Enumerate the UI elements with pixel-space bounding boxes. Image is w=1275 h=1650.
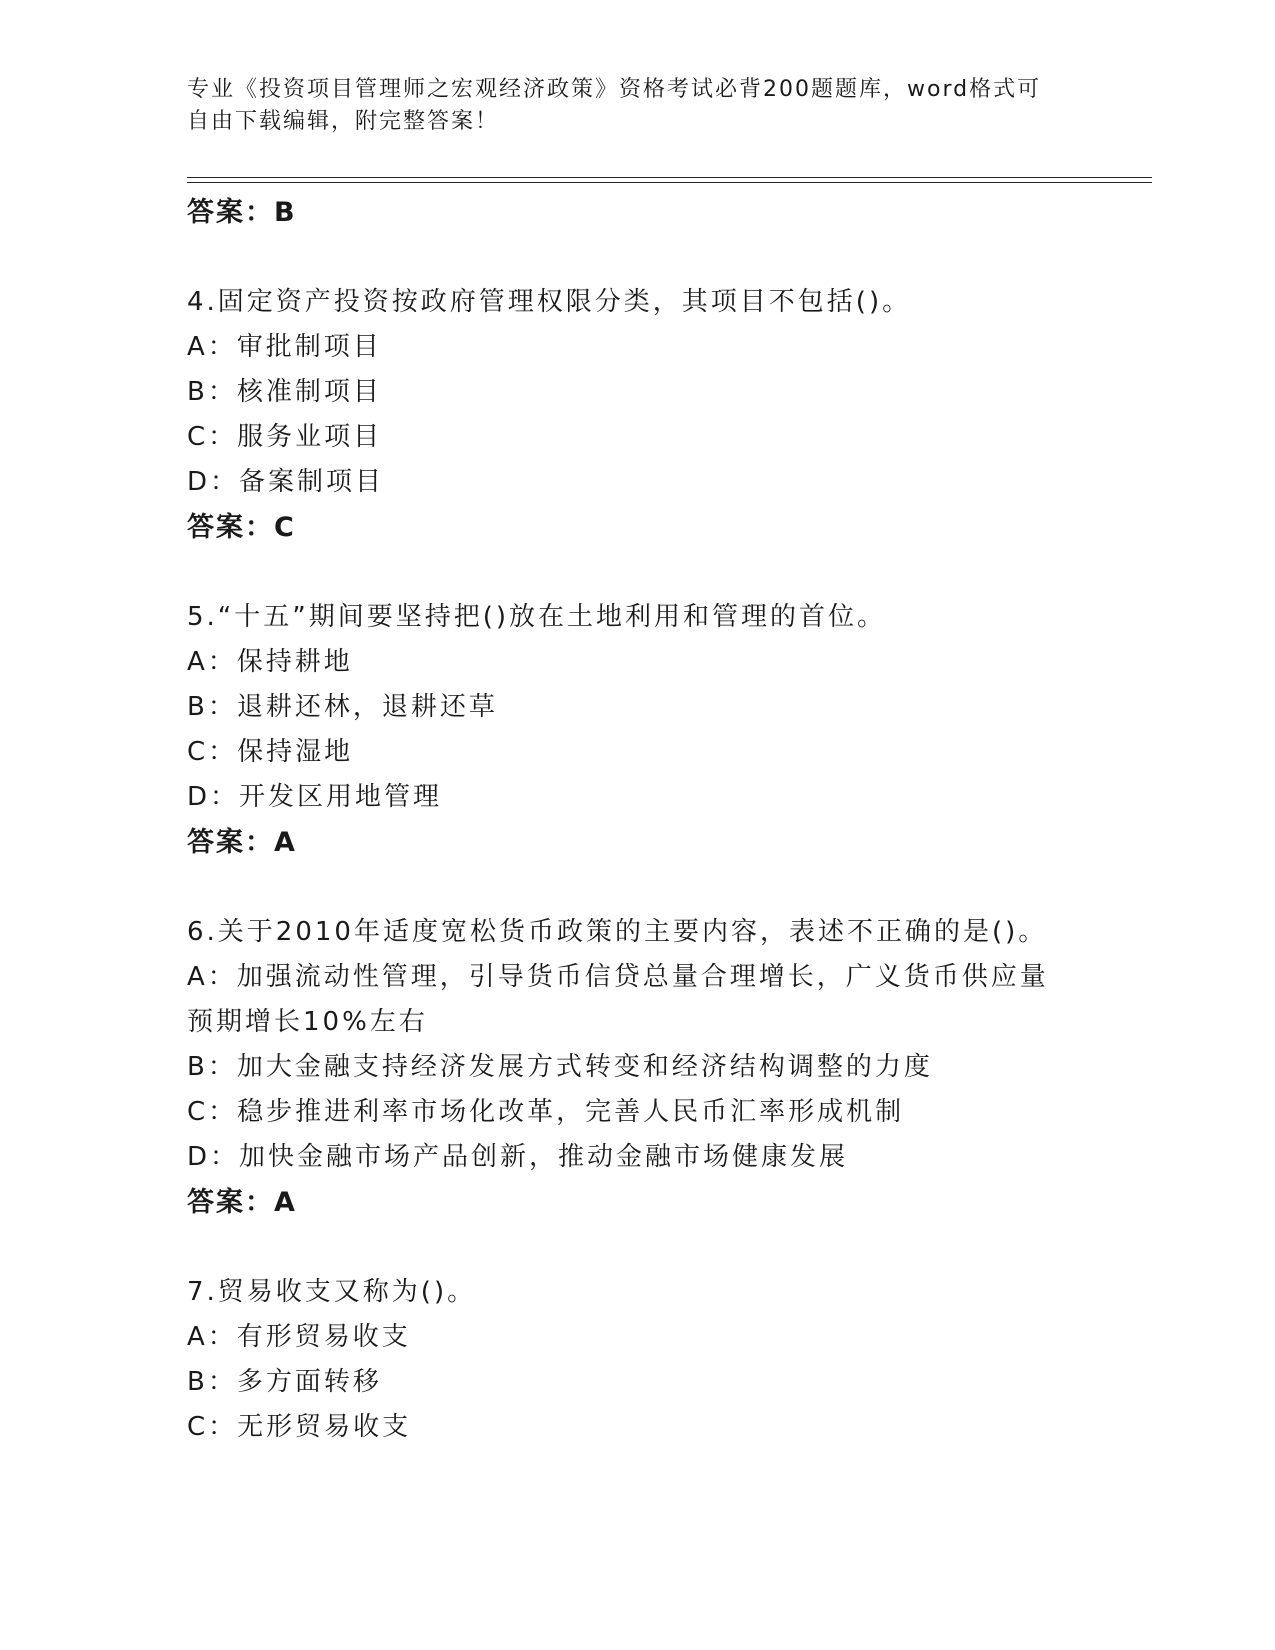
header-line-2: 自由下载编辑，附完整答案！ xyxy=(187,109,500,134)
question-4 xyxy=(187,280,1087,550)
option-c: C：保持湿地 xyxy=(187,737,354,767)
option-b: B：退耕还林，退耕还草 xyxy=(187,692,498,722)
option-d: D：备案制项目 xyxy=(187,467,385,497)
question-6 xyxy=(187,910,1087,1225)
document-header xyxy=(187,74,1067,138)
spacer xyxy=(187,1225,1087,1270)
answer: 答案：A xyxy=(187,827,297,858)
answer: 答案：A xyxy=(187,1187,297,1218)
header-divider-top xyxy=(187,177,1152,178)
answer-prev: 答案：B xyxy=(187,197,297,228)
option-c: C：稳步推进利率市场化改革，完善人民币汇率形成机制 xyxy=(187,1097,905,1127)
spacer xyxy=(187,550,1087,595)
spacer xyxy=(187,235,1087,280)
option-a: A：加强流动性管理，引导货币信贷总量合理增长，广义货币供应量预期增长10%左右 xyxy=(187,962,1049,1037)
question-5 xyxy=(187,595,1087,865)
option-d: D：加快金融市场产品创新，推动金融市场健康发展 xyxy=(187,1142,849,1172)
question-stem: 5.“十五”期间要坚持把()放在土地利用和管理的首位。 xyxy=(187,602,887,632)
question-stem: 7.贸易收支又称为()。 xyxy=(187,1277,477,1307)
document-body xyxy=(187,190,1087,1450)
option-b: B：多方面转移 xyxy=(187,1367,382,1397)
option-b: B：加大金融支持经济发展方式转变和经济结构调整的力度 xyxy=(187,1052,933,1082)
header-line-1: 专业《投资项目管理师之宏观经济政策》资格考试必背200题题库，word格式可 xyxy=(187,77,1042,102)
question-7 xyxy=(187,1270,1087,1450)
option-a: A：保持耕地 xyxy=(187,647,353,677)
answer: 答案：C xyxy=(187,512,296,543)
option-c: C：服务业项目 xyxy=(187,422,383,452)
option-a: A：审批制项目 xyxy=(187,332,382,362)
option-b: B：核准制项目 xyxy=(187,377,382,407)
header-divider-bottom xyxy=(187,182,1152,183)
option-a: A：有形贸易收支 xyxy=(187,1322,411,1352)
spacer xyxy=(187,865,1087,910)
question-stem: 4.固定资产投资按政府管理权限分类，其项目不包括()。 xyxy=(187,287,912,317)
option-d: D：开发区用地管理 xyxy=(187,782,443,812)
question-stem: 6.关于2010年适度宽松货币政策的主要内容，表述不正确的是()。 xyxy=(187,917,1048,947)
option-c: C：无形贸易收支 xyxy=(187,1412,412,1442)
